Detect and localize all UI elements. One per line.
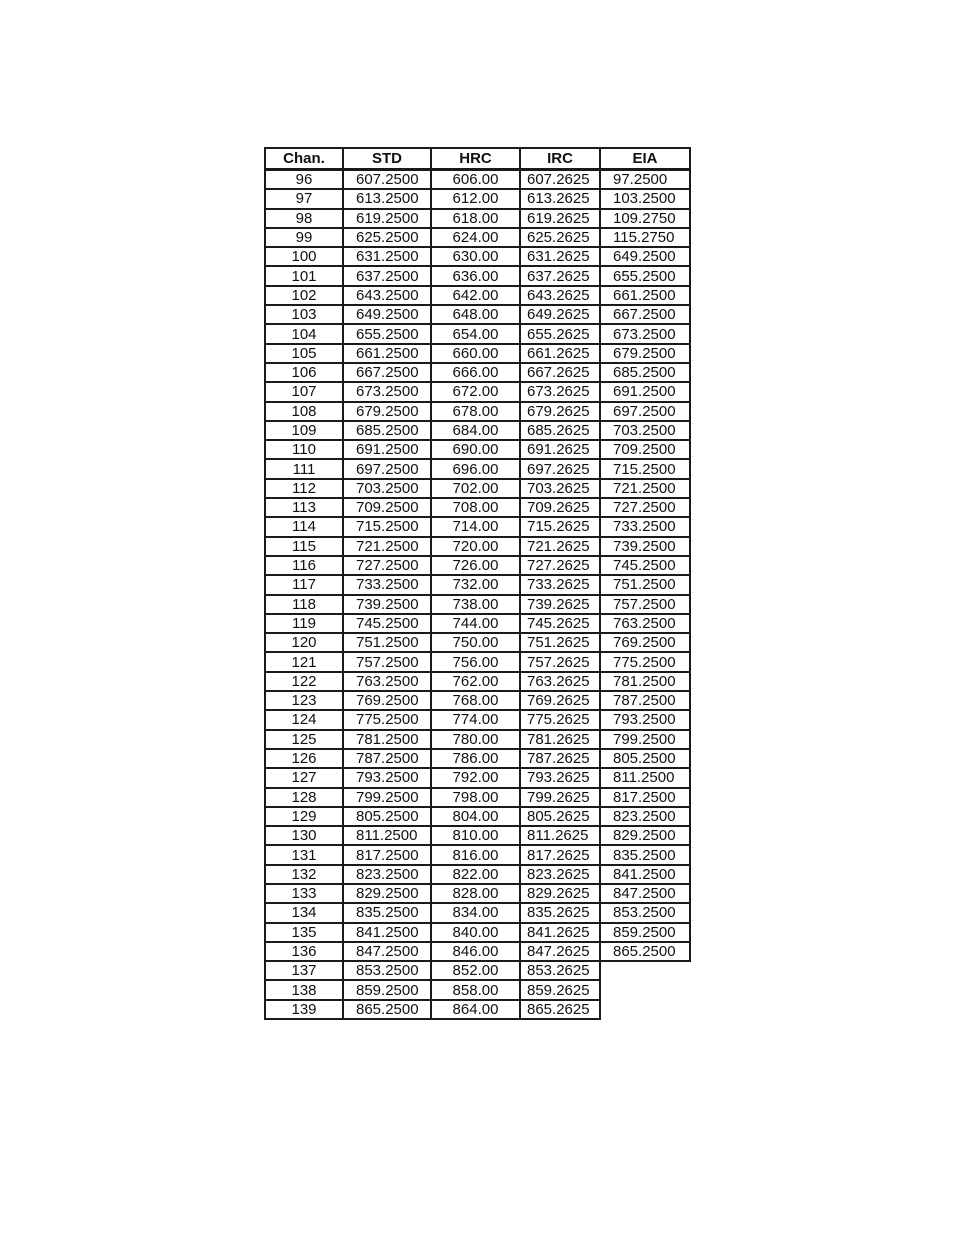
cell-hrc: 768.00 xyxy=(431,691,520,710)
table-row xyxy=(265,228,690,247)
table-row xyxy=(265,305,690,324)
table-row xyxy=(265,286,690,305)
cell-irc: 823.2625 xyxy=(520,865,600,884)
cell-chan: 120 xyxy=(265,633,343,652)
cell-hrc: 858.00 xyxy=(431,980,520,999)
table-row xyxy=(265,382,690,401)
cell-chan: 117 xyxy=(265,575,343,594)
cell-chan: 111 xyxy=(265,459,343,478)
cell-hrc: 822.00 xyxy=(431,865,520,884)
cell-std: 865.2500 xyxy=(343,1000,431,1019)
cell-chan: 104 xyxy=(265,324,343,343)
cell-hrc: 612.00 xyxy=(431,189,520,208)
table-row xyxy=(265,807,690,826)
table-row xyxy=(265,266,690,285)
cell-irc: 709.2625 xyxy=(520,498,600,517)
cell-hrc: 834.00 xyxy=(431,903,520,922)
cell-eia: 679.2500 xyxy=(600,344,690,363)
header-std: STD xyxy=(343,148,431,170)
cell-hrc: 702.00 xyxy=(431,479,520,498)
cell-std: 733.2500 xyxy=(343,575,431,594)
table-row xyxy=(265,189,690,208)
table-row xyxy=(265,498,690,517)
cell-irc: 703.2625 xyxy=(520,479,600,498)
cell-irc: 673.2625 xyxy=(520,382,600,401)
cell-eia: 97.2500 xyxy=(600,170,690,190)
table-row xyxy=(265,614,690,633)
cell-irc: 805.2625 xyxy=(520,807,600,826)
cell-std: 841.2500 xyxy=(343,923,431,942)
cell-hrc: 630.00 xyxy=(431,247,520,266)
cell-irc: 685.2625 xyxy=(520,421,600,440)
cell-eia: 715.2500 xyxy=(600,459,690,478)
cell-eia xyxy=(600,980,690,999)
cell-hrc: 864.00 xyxy=(431,1000,520,1019)
cell-eia: 685.2500 xyxy=(600,363,690,382)
cell-eia: 727.2500 xyxy=(600,498,690,517)
cell-irc: 637.2625 xyxy=(520,266,600,285)
cell-std: 691.2500 xyxy=(343,440,431,459)
cell-chan: 135 xyxy=(265,923,343,942)
cell-hrc: 804.00 xyxy=(431,807,520,826)
cell-irc: 853.2625 xyxy=(520,961,600,980)
cell-std: 853.2500 xyxy=(343,961,431,980)
cell-irc: 625.2625 xyxy=(520,228,600,247)
cell-chan: 114 xyxy=(265,517,343,536)
table-row xyxy=(265,730,690,749)
cell-hrc: 786.00 xyxy=(431,749,520,768)
cell-hrc: 654.00 xyxy=(431,324,520,343)
cell-std: 715.2500 xyxy=(343,517,431,536)
cell-std: 739.2500 xyxy=(343,595,431,614)
cell-irc: 835.2625 xyxy=(520,903,600,922)
cell-hrc: 726.00 xyxy=(431,556,520,575)
cell-eia: 763.2500 xyxy=(600,614,690,633)
cell-std: 703.2500 xyxy=(343,479,431,498)
cell-irc: 751.2625 xyxy=(520,633,600,652)
cell-chan: 136 xyxy=(265,942,343,961)
cell-std: 769.2500 xyxy=(343,691,431,710)
cell-std: 787.2500 xyxy=(343,749,431,768)
cell-std: 643.2500 xyxy=(343,286,431,305)
cell-hrc: 660.00 xyxy=(431,344,520,363)
cell-irc: 739.2625 xyxy=(520,595,600,614)
cell-chan: 108 xyxy=(265,402,343,421)
cell-eia: 739.2500 xyxy=(600,537,690,556)
cell-hrc: 792.00 xyxy=(431,768,520,787)
cell-hrc: 732.00 xyxy=(431,575,520,594)
cell-chan: 131 xyxy=(265,845,343,864)
table-row xyxy=(265,556,690,575)
table-row xyxy=(265,788,690,807)
header-eia: EIA xyxy=(600,148,690,170)
cell-chan: 107 xyxy=(265,382,343,401)
cell-eia: 103.2500 xyxy=(600,189,690,208)
cell-std: 817.2500 xyxy=(343,845,431,864)
cell-chan: 129 xyxy=(265,807,343,826)
table-row xyxy=(265,903,690,922)
table-row xyxy=(265,691,690,710)
cell-hrc: 666.00 xyxy=(431,363,520,382)
cell-eia: 841.2500 xyxy=(600,865,690,884)
cell-std: 613.2500 xyxy=(343,189,431,208)
cell-eia: 655.2500 xyxy=(600,266,690,285)
cell-hrc: 678.00 xyxy=(431,402,520,421)
cell-irc: 763.2625 xyxy=(520,672,600,691)
cell-std: 607.2500 xyxy=(343,170,431,190)
cell-irc: 865.2625 xyxy=(520,1000,600,1019)
cell-eia: 835.2500 xyxy=(600,845,690,864)
cell-chan: 109 xyxy=(265,421,343,440)
table-row xyxy=(265,575,690,594)
table-row xyxy=(265,652,690,671)
table-row xyxy=(265,633,690,652)
cell-chan: 102 xyxy=(265,286,343,305)
cell-std: 763.2500 xyxy=(343,672,431,691)
cell-hrc: 810.00 xyxy=(431,826,520,845)
cell-std: 847.2500 xyxy=(343,942,431,961)
cell-hrc: 696.00 xyxy=(431,459,520,478)
cell-hrc: 714.00 xyxy=(431,517,520,536)
cell-irc: 649.2625 xyxy=(520,305,600,324)
cell-hrc: 828.00 xyxy=(431,884,520,903)
cell-hrc: 684.00 xyxy=(431,421,520,440)
cell-irc: 619.2625 xyxy=(520,209,600,228)
table-row xyxy=(265,980,690,999)
cell-chan: 116 xyxy=(265,556,343,575)
cell-irc: 757.2625 xyxy=(520,652,600,671)
cell-chan: 105 xyxy=(265,344,343,363)
cell-eia xyxy=(600,961,690,980)
cell-irc: 733.2625 xyxy=(520,575,600,594)
cell-chan: 97 xyxy=(265,189,343,208)
cell-chan: 133 xyxy=(265,884,343,903)
cell-chan: 100 xyxy=(265,247,343,266)
cell-std: 685.2500 xyxy=(343,421,431,440)
cell-chan: 98 xyxy=(265,209,343,228)
cell-eia: 799.2500 xyxy=(600,730,690,749)
cell-hrc: 780.00 xyxy=(431,730,520,749)
cell-eia: 667.2500 xyxy=(600,305,690,324)
cell-irc: 799.2625 xyxy=(520,788,600,807)
cell-std: 667.2500 xyxy=(343,363,431,382)
cell-irc: 781.2625 xyxy=(520,730,600,749)
cell-eia: 745.2500 xyxy=(600,556,690,575)
cell-chan: 128 xyxy=(265,788,343,807)
cell-hrc: 720.00 xyxy=(431,537,520,556)
cell-std: 727.2500 xyxy=(343,556,431,575)
cell-chan: 96 xyxy=(265,170,343,190)
cell-eia: 751.2500 xyxy=(600,575,690,594)
frequency-table xyxy=(264,147,691,1020)
cell-irc: 691.2625 xyxy=(520,440,600,459)
cell-chan: 103 xyxy=(265,305,343,324)
cell-std: 661.2500 xyxy=(343,344,431,363)
cell-std: 709.2500 xyxy=(343,498,431,517)
cell-irc: 859.2625 xyxy=(520,980,600,999)
cell-eia: 733.2500 xyxy=(600,517,690,536)
cell-hrc: 798.00 xyxy=(431,788,520,807)
table-row xyxy=(265,537,690,556)
cell-std: 775.2500 xyxy=(343,710,431,729)
table-row xyxy=(265,459,690,478)
table-row xyxy=(265,344,690,363)
cell-eia: 661.2500 xyxy=(600,286,690,305)
table-row xyxy=(265,209,690,228)
table-row xyxy=(265,768,690,787)
cell-std: 781.2500 xyxy=(343,730,431,749)
cell-chan: 99 xyxy=(265,228,343,247)
table-row xyxy=(265,170,690,190)
cell-hrc: 774.00 xyxy=(431,710,520,729)
cell-hrc: 648.00 xyxy=(431,305,520,324)
cell-eia: 649.2500 xyxy=(600,247,690,266)
cell-chan: 112 xyxy=(265,479,343,498)
table-row xyxy=(265,440,690,459)
table-row xyxy=(265,479,690,498)
cell-eia: 865.2500 xyxy=(600,942,690,961)
cell-eia: 721.2500 xyxy=(600,479,690,498)
table-row xyxy=(265,672,690,691)
cell-irc: 727.2625 xyxy=(520,556,600,575)
cell-eia: 691.2500 xyxy=(600,382,690,401)
cell-chan: 106 xyxy=(265,363,343,382)
cell-chan: 126 xyxy=(265,749,343,768)
cell-eia: 769.2500 xyxy=(600,633,690,652)
header-chan: Chan. xyxy=(265,148,343,170)
cell-irc: 607.2625 xyxy=(520,170,600,190)
cell-chan: 123 xyxy=(265,691,343,710)
cell-std: 655.2500 xyxy=(343,324,431,343)
cell-hrc: 840.00 xyxy=(431,923,520,942)
cell-irc: 787.2625 xyxy=(520,749,600,768)
cell-irc: 817.2625 xyxy=(520,845,600,864)
table-row xyxy=(265,961,690,980)
cell-irc: 775.2625 xyxy=(520,710,600,729)
cell-std: 793.2500 xyxy=(343,768,431,787)
cell-hrc: 624.00 xyxy=(431,228,520,247)
cell-chan: 121 xyxy=(265,652,343,671)
cell-irc: 811.2625 xyxy=(520,826,600,845)
cell-irc: 769.2625 xyxy=(520,691,600,710)
cell-eia: 823.2500 xyxy=(600,807,690,826)
cell-eia: 709.2500 xyxy=(600,440,690,459)
cell-eia: 115.2750 xyxy=(600,228,690,247)
cell-std: 637.2500 xyxy=(343,266,431,285)
cell-std: 757.2500 xyxy=(343,652,431,671)
table-row xyxy=(265,402,690,421)
cell-chan: 125 xyxy=(265,730,343,749)
cell-hrc: 636.00 xyxy=(431,266,520,285)
cell-eia: 859.2500 xyxy=(600,923,690,942)
cell-chan: 122 xyxy=(265,672,343,691)
table-row xyxy=(265,247,690,266)
cell-hrc: 708.00 xyxy=(431,498,520,517)
cell-std: 829.2500 xyxy=(343,884,431,903)
cell-irc: 661.2625 xyxy=(520,344,600,363)
table-row xyxy=(265,942,690,961)
cell-hrc: 642.00 xyxy=(431,286,520,305)
cell-std: 751.2500 xyxy=(343,633,431,652)
cell-irc: 679.2625 xyxy=(520,402,600,421)
cell-chan: 118 xyxy=(265,595,343,614)
cell-chan: 137 xyxy=(265,961,343,980)
cell-std: 835.2500 xyxy=(343,903,431,922)
table-row xyxy=(265,826,690,845)
cell-hrc: 690.00 xyxy=(431,440,520,459)
cell-irc: 613.2625 xyxy=(520,189,600,208)
cell-eia: 781.2500 xyxy=(600,672,690,691)
cell-eia: 673.2500 xyxy=(600,324,690,343)
cell-chan: 127 xyxy=(265,768,343,787)
cell-irc: 643.2625 xyxy=(520,286,600,305)
cell-chan: 115 xyxy=(265,537,343,556)
cell-std: 673.2500 xyxy=(343,382,431,401)
cell-eia xyxy=(600,1000,690,1019)
table-header-row xyxy=(265,148,690,170)
cell-hrc: 756.00 xyxy=(431,652,520,671)
table-row xyxy=(265,923,690,942)
cell-chan: 132 xyxy=(265,865,343,884)
cell-eia: 787.2500 xyxy=(600,691,690,710)
cell-std: 697.2500 xyxy=(343,459,431,478)
cell-std: 631.2500 xyxy=(343,247,431,266)
cell-std: 745.2500 xyxy=(343,614,431,633)
cell-chan: 101 xyxy=(265,266,343,285)
cell-hrc: 762.00 xyxy=(431,672,520,691)
cell-hrc: 738.00 xyxy=(431,595,520,614)
cell-hrc: 846.00 xyxy=(431,942,520,961)
cell-std: 811.2500 xyxy=(343,826,431,845)
cell-std: 649.2500 xyxy=(343,305,431,324)
table-row xyxy=(265,595,690,614)
cell-irc: 631.2625 xyxy=(520,247,600,266)
cell-irc: 655.2625 xyxy=(520,324,600,343)
cell-eia: 853.2500 xyxy=(600,903,690,922)
table-row xyxy=(265,749,690,768)
cell-chan: 119 xyxy=(265,614,343,633)
table-row xyxy=(265,1000,690,1019)
cell-hrc: 618.00 xyxy=(431,209,520,228)
cell-std: 619.2500 xyxy=(343,209,431,228)
cell-std: 805.2500 xyxy=(343,807,431,826)
cell-hrc: 672.00 xyxy=(431,382,520,401)
cell-irc: 667.2625 xyxy=(520,363,600,382)
cell-eia: 775.2500 xyxy=(600,652,690,671)
cell-eia: 817.2500 xyxy=(600,788,690,807)
cell-hrc: 852.00 xyxy=(431,961,520,980)
cell-hrc: 744.00 xyxy=(431,614,520,633)
cell-chan: 139 xyxy=(265,1000,343,1019)
cell-irc: 721.2625 xyxy=(520,537,600,556)
cell-irc: 847.2625 xyxy=(520,942,600,961)
cell-chan: 138 xyxy=(265,980,343,999)
table-row xyxy=(265,845,690,864)
cell-eia: 697.2500 xyxy=(600,402,690,421)
cell-hrc: 606.00 xyxy=(431,170,520,190)
table-row xyxy=(265,884,690,903)
cell-std: 823.2500 xyxy=(343,865,431,884)
header-irc: IRC xyxy=(520,148,600,170)
cell-irc: 793.2625 xyxy=(520,768,600,787)
cell-std: 721.2500 xyxy=(343,537,431,556)
table-row xyxy=(265,363,690,382)
cell-irc: 829.2625 xyxy=(520,884,600,903)
cell-eia: 811.2500 xyxy=(600,768,690,787)
cell-chan: 134 xyxy=(265,903,343,922)
cell-eia: 847.2500 xyxy=(600,884,690,903)
table-row xyxy=(265,517,690,536)
cell-eia: 703.2500 xyxy=(600,421,690,440)
cell-irc: 745.2625 xyxy=(520,614,600,633)
table-row xyxy=(265,710,690,729)
cell-std: 625.2500 xyxy=(343,228,431,247)
cell-eia: 805.2500 xyxy=(600,749,690,768)
cell-eia: 757.2500 xyxy=(600,595,690,614)
cell-chan: 130 xyxy=(265,826,343,845)
cell-hrc: 750.00 xyxy=(431,633,520,652)
cell-irc: 697.2625 xyxy=(520,459,600,478)
cell-irc: 715.2625 xyxy=(520,517,600,536)
cell-std: 799.2500 xyxy=(343,788,431,807)
cell-chan: 124 xyxy=(265,710,343,729)
table-row xyxy=(265,865,690,884)
cell-std: 679.2500 xyxy=(343,402,431,421)
cell-std: 859.2500 xyxy=(343,980,431,999)
cell-chan: 113 xyxy=(265,498,343,517)
cell-eia: 793.2500 xyxy=(600,710,690,729)
header-hrc: HRC xyxy=(431,148,520,170)
table-row xyxy=(265,421,690,440)
cell-eia: 829.2500 xyxy=(600,826,690,845)
cell-hrc: 816.00 xyxy=(431,845,520,864)
cell-irc: 841.2625 xyxy=(520,923,600,942)
cell-eia: 109.2750 xyxy=(600,209,690,228)
table-row xyxy=(265,324,690,343)
cell-chan: 110 xyxy=(265,440,343,459)
